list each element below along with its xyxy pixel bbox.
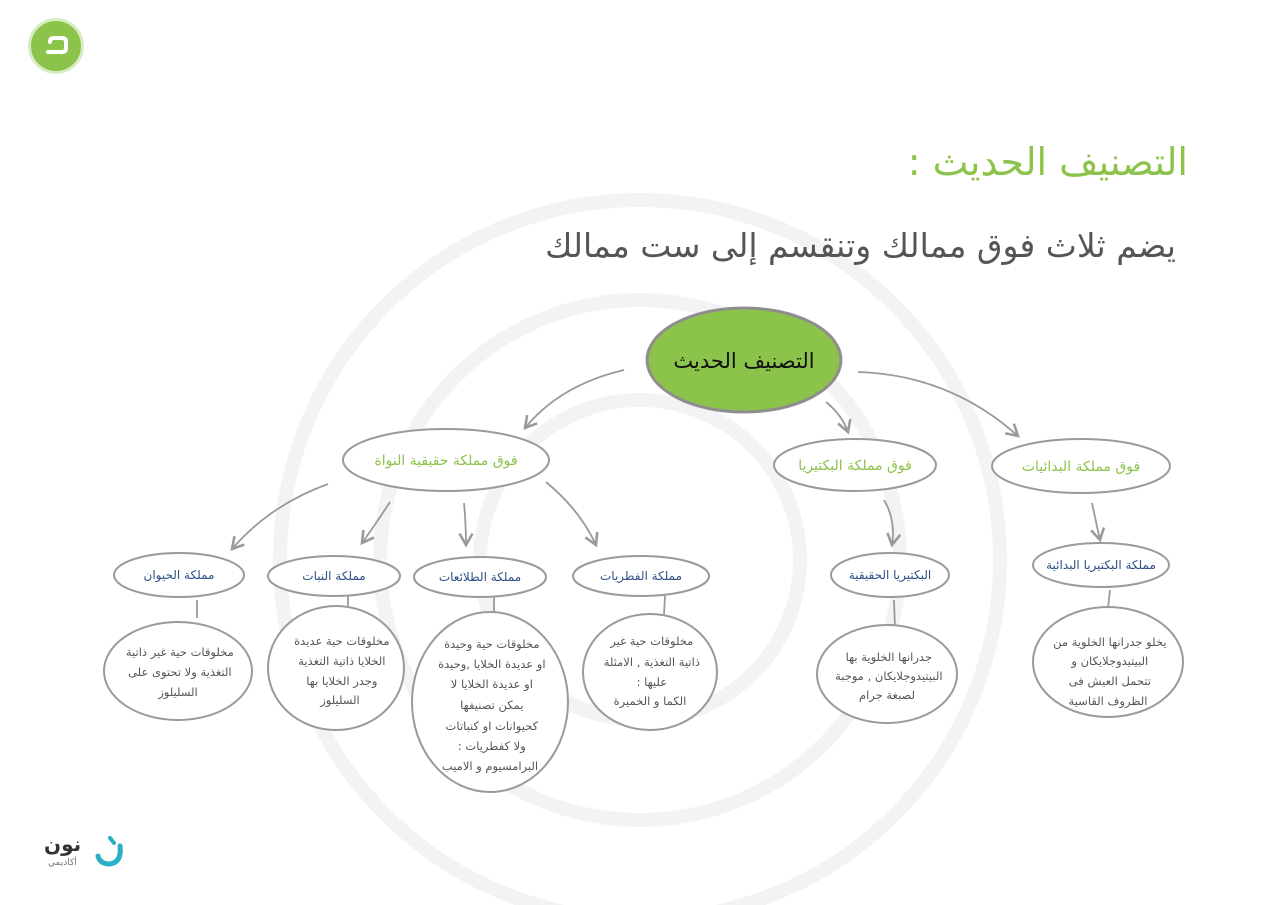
kingdom-label-archaebacteria: مملكة البكتيريا البدائية bbox=[1046, 558, 1156, 572]
desc-line: الكما و الخميرة bbox=[613, 694, 687, 708]
desc-bubble-archaebacteria bbox=[1033, 607, 1183, 717]
arrow-eukarya-to-plants bbox=[362, 502, 390, 543]
desc-bubble-fungi bbox=[583, 614, 717, 730]
desc-line: الظروف القاسية bbox=[1068, 694, 1148, 708]
kingdom-label-eubacteria: البكتيريا الحقيقية bbox=[848, 568, 932, 582]
desc-line: مخلوقات حية غير bbox=[610, 634, 694, 648]
arrow-root-to-bacteria bbox=[826, 402, 848, 432]
noon-brand-mark-icon bbox=[94, 834, 128, 870]
arrow-bacteria-to-kingdom bbox=[884, 500, 893, 545]
brand-name: نون bbox=[44, 832, 82, 856]
kingdom-node-protista bbox=[414, 557, 546, 597]
desc-line: عليها : bbox=[636, 675, 668, 689]
kingdom-label-fungi: مملكة الفطريات bbox=[599, 569, 683, 583]
kingdom-label-animals: مملكة الحيوان bbox=[143, 568, 215, 582]
desc-line: مخلوقات حية غير ذاتية bbox=[125, 645, 234, 659]
desc-line: ولا كفطريات : bbox=[457, 739, 526, 753]
desc-line: لصبغة جرام bbox=[858, 688, 916, 702]
desc-line: او عديدة الخلايا ,وحيدة bbox=[438, 657, 546, 671]
line-bacteria-kingdom-to-desc bbox=[894, 600, 895, 628]
desc-line: يمكن تصنيفها bbox=[460, 698, 524, 712]
desc-line: السليلوز bbox=[320, 693, 360, 707]
super-node-bacteria bbox=[774, 439, 936, 491]
desc-line: ذاتية التغذية , الامثلة bbox=[603, 655, 700, 669]
desc-line: البرامسيوم و الاميب bbox=[441, 759, 539, 773]
brand-logo bbox=[44, 832, 134, 872]
kingdom-node-eubacteria bbox=[831, 553, 949, 597]
desc-bubble-protista bbox=[412, 612, 568, 792]
root-node bbox=[647, 308, 841, 412]
desc-line: او عديدة الخلايا لا bbox=[450, 677, 533, 691]
arrow-root-to-archaea bbox=[858, 372, 1018, 436]
arrow-archaea-to-kingdom bbox=[1092, 503, 1100, 540]
line-archaea-kingdom-to-desc bbox=[1108, 590, 1110, 608]
super-label-bacteria: فوق مملكة البكتيريا bbox=[798, 458, 912, 474]
arrow-eukarya-to-protista bbox=[464, 503, 466, 545]
slide-title: التصنيف الحديث : bbox=[907, 140, 1188, 184]
super-label-archaea: فوق مملكة البدائيات bbox=[1021, 459, 1141, 475]
desc-line: الخلايا ذاتية التغذية bbox=[298, 654, 386, 668]
desc-line: جدرانها الخلوية بها bbox=[845, 650, 933, 664]
slide-subtitle: يضم ثلاث فوق ممالك وتنقسم إلى ست ممالك bbox=[545, 226, 1176, 265]
desc-line: تتحمل العيش فى bbox=[1068, 674, 1151, 688]
desc-line: يخلو جدرانها الخلوية من bbox=[1053, 635, 1167, 649]
super-node-archaea bbox=[992, 439, 1170, 493]
desc-line: كحيوانات او كنباتات bbox=[445, 719, 539, 733]
root-label: التصنيف الحديث bbox=[673, 349, 815, 373]
brand-subtitle: أكاديمي bbox=[48, 858, 77, 868]
super-label-eukarya: فوق مملكة حقيقية النواة bbox=[374, 453, 518, 469]
kingdom-node-animals bbox=[114, 553, 244, 597]
kingdom-node-archaebacteria bbox=[1033, 543, 1169, 587]
arrow-eukarya-to-animals bbox=[232, 484, 328, 549]
arrow-eukarya-to-fungi bbox=[546, 482, 596, 545]
desc-line: البيتيدوجلايكان , موجبة bbox=[835, 669, 943, 683]
desc-line: البيتيدوجلايكان و bbox=[1071, 654, 1149, 668]
desc-bubble-plants bbox=[268, 606, 404, 730]
line-fungi-kingdom-to-desc bbox=[664, 596, 665, 615]
super-node-eukarya bbox=[343, 429, 549, 491]
desc-line: مخلوقات حية وحيدة bbox=[444, 637, 540, 651]
desc-line: التغذية ولا تحتوى على bbox=[128, 665, 232, 679]
kingdom-node-fungi bbox=[573, 556, 709, 596]
arrow-root-to-eukarya bbox=[525, 370, 624, 428]
desc-bubble-eubacteria bbox=[817, 625, 957, 723]
desc-bubble-animals bbox=[104, 622, 252, 720]
desc-line: وجدر الخلايا بها bbox=[306, 674, 378, 688]
kingdom-label-plants: مملكة النبات bbox=[302, 569, 366, 583]
desc-line: مخلوقات حية عديدة bbox=[294, 634, 390, 648]
kingdom-node-plants bbox=[268, 556, 400, 596]
desc-line: السليلوز bbox=[158, 685, 198, 699]
kingdom-label-protista: مملكة الطلائعات bbox=[438, 570, 522, 584]
